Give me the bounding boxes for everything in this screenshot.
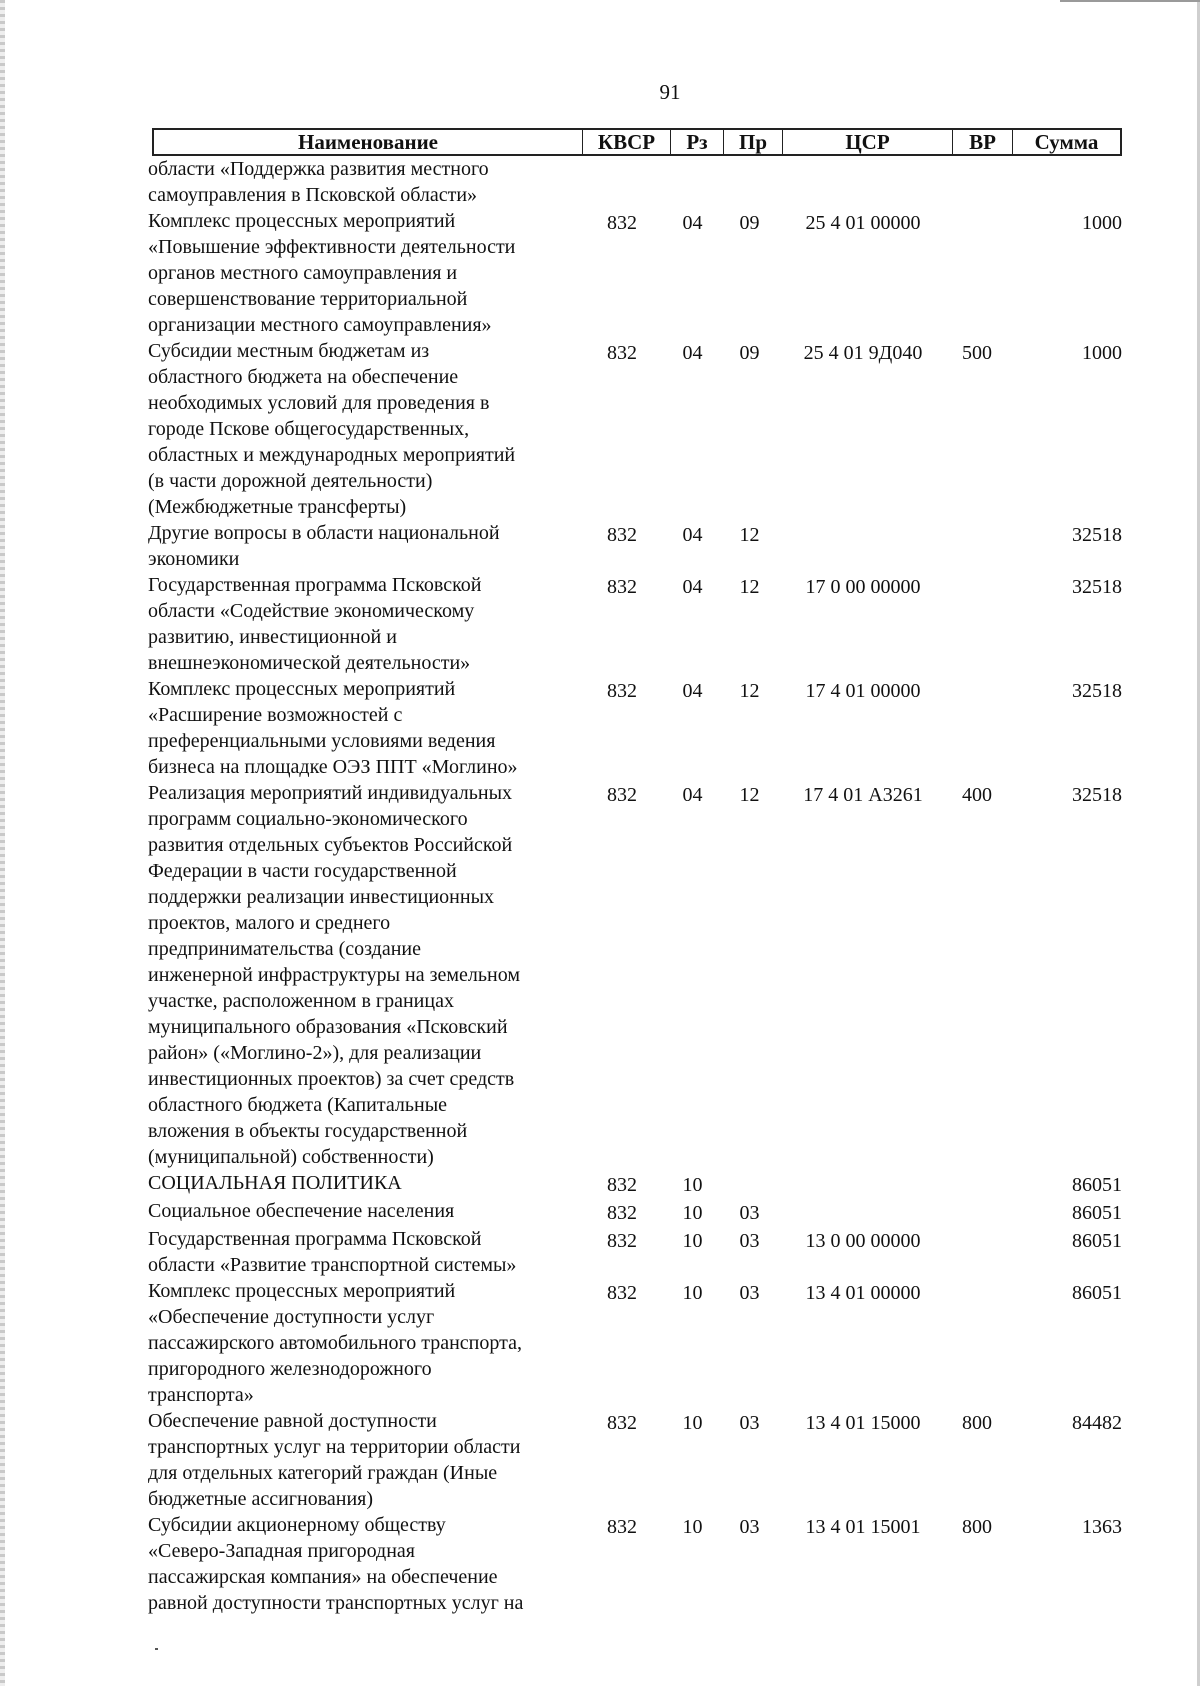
row-name-line: Государственная программа Псковской [148, 574, 482, 596]
row-sum: 32518 [1072, 784, 1122, 806]
table-row [148, 1278, 1122, 1408]
row-vr: 800 [962, 1516, 992, 1538]
row-kvsr: 832 [607, 1412, 637, 1434]
row-name-line: СОЦИАЛЬНАЯ ПОЛИТИКА [148, 1172, 402, 1194]
row-name-line: пригородного железнодорожного [148, 1358, 432, 1380]
row-rz: 04 [682, 342, 703, 364]
table-body [148, 156, 1122, 1616]
row-sum: 32518 [1072, 524, 1122, 546]
row-pr: 03 [739, 1202, 760, 1224]
row-name-line: бизнеса на площадке ОЭЗ ППТ «Моглино» [148, 756, 518, 778]
row-name-line: развитию, инвестиционной и [148, 626, 397, 648]
row-vr [948, 208, 1006, 210]
row-name-line: организации местного самоуправления» [148, 314, 492, 336]
row-name-line: «Расширение возможностей с [148, 704, 403, 726]
row-name-line: пассажирского автомобильного транспорта, [148, 1332, 522, 1354]
row-name-line: (муниципальной) собственности) [148, 1146, 434, 1168]
row-name-line: пассажирская компания» на обеспечение [148, 1566, 498, 1588]
row-name-line: городе Пскове общегосударственных, [148, 418, 470, 440]
row-vr: 400 [962, 784, 992, 806]
row-sum: 84482 [1072, 1412, 1122, 1434]
header-vr: ВР [952, 130, 1012, 154]
row-pr: 12 [739, 576, 760, 598]
row-vr [948, 1226, 1006, 1228]
row-name-line: Реализация мероприятий индивидуальных [148, 782, 513, 804]
row-csr: 13 4 01 00000 [805, 1282, 921, 1304]
row-name [148, 520, 576, 572]
row-name-line: программ социально-экономического [148, 808, 468, 830]
row-name [148, 1170, 576, 1196]
row-csr: 17 4 01 00000 [805, 680, 921, 702]
page-number: 91 [659, 80, 681, 104]
row-name-line: транспортных услуг на территории области [148, 1436, 521, 1458]
row-name-line: развития отдельных субъектов Российской [148, 834, 513, 856]
row-name-line: поддержки реализации инвестиционных [148, 886, 495, 908]
row-pr: 12 [739, 784, 760, 806]
row-kvsr: 832 [607, 342, 637, 364]
row-pr: 12 [739, 524, 760, 546]
row-csr [778, 1170, 948, 1172]
row-vr [948, 1170, 1006, 1172]
row-rz: 10 [682, 1230, 703, 1252]
row-name-line: Комплекс процессных мероприятий [148, 210, 456, 232]
row-name-line: Социальное обеспечение населения [148, 1200, 455, 1222]
row-name-line: преференциальными условиями ведения [148, 730, 496, 752]
row-sum [1006, 156, 1122, 158]
table-row [148, 1170, 1122, 1198]
row-rz: 10 [682, 1282, 703, 1304]
row-rz: 04 [682, 212, 703, 234]
row-csr [778, 520, 948, 522]
row-pr: 03 [739, 1516, 760, 1538]
row-name-line: Субсидии местным бюджетам из [148, 340, 430, 362]
scan-edge-left [0, 0, 5, 1686]
row-vr [948, 1198, 1006, 1200]
row-csr [778, 1198, 948, 1200]
row-name-line: участке, расположенном в границах [148, 990, 454, 1012]
row-vr [948, 520, 1006, 522]
table-row [148, 338, 1122, 520]
row-rz [664, 156, 721, 158]
row-sum: 1000 [1082, 342, 1122, 364]
row-name-line: областного бюджета на обеспечение [148, 366, 459, 388]
row-name [148, 780, 576, 1170]
row-name-line: самоуправления в Псковской области» [148, 184, 478, 206]
row-name-line: инвестиционных проектов) за счет средств [148, 1068, 515, 1090]
row-csr: 25 4 01 9Д040 [803, 342, 923, 364]
row-name-line: предпринимательства (создание [148, 938, 421, 960]
row-rz: 10 [682, 1174, 703, 1196]
header-kvsr: КВСР [582, 130, 670, 154]
row-name-line: равной доступности транспортных услуг на [148, 1592, 524, 1614]
row-name [148, 208, 576, 338]
row-rz: 04 [682, 784, 703, 806]
row-csr: 17 0 00 00000 [805, 576, 921, 598]
header-name: Наименование [298, 129, 438, 154]
table-row [148, 780, 1122, 1170]
row-csr: 13 0 00 00000 [805, 1230, 921, 1252]
row-name-line: транспорта» [148, 1384, 254, 1406]
row-name-line: органов местного самоуправления и [148, 262, 458, 284]
row-csr: 13 4 01 15001 [805, 1516, 921, 1538]
row-name [148, 1408, 576, 1512]
row-kvsr: 832 [607, 680, 637, 702]
row-kvsr: 832 [607, 784, 637, 806]
row-rz: 04 [682, 576, 703, 598]
row-sum: 1000 [1082, 212, 1122, 234]
row-sum: 86051 [1072, 1282, 1122, 1304]
table-row [148, 572, 1122, 676]
row-rz: 04 [682, 524, 703, 546]
row-pr: 09 [739, 342, 760, 364]
row-kvsr: 832 [607, 1174, 637, 1196]
row-name [148, 676, 576, 780]
row-name-line: Федерации в части государственной [148, 860, 457, 882]
row-name-line: внешнеэкономической деятельности» [148, 652, 471, 674]
table-header [152, 128, 1122, 156]
row-name [148, 338, 576, 520]
table-row [148, 1512, 1122, 1616]
row-vr: 500 [962, 342, 992, 364]
row-vr [948, 1278, 1006, 1280]
row-name [148, 1226, 576, 1278]
row-name-line: Обеспечение равной доступности [148, 1410, 437, 1432]
row-name-line: «Обеспечение доступности услуг [148, 1306, 435, 1328]
row-name [148, 572, 576, 676]
scan-top-line [1060, 0, 1200, 2]
row-rz: 10 [682, 1202, 703, 1224]
row-sum: 32518 [1072, 680, 1122, 702]
row-rz: 04 [682, 680, 703, 702]
row-name-line: необходимых условий для проведения в [148, 392, 490, 414]
table-row [148, 1408, 1122, 1512]
row-name-line: Комплекс процессных мероприятий [148, 1280, 456, 1302]
row-pr: 03 [739, 1282, 760, 1304]
row-pr: 03 [739, 1412, 760, 1434]
row-kvsr: 832 [607, 212, 637, 234]
row-name-line: области «Поддержка развития местного [148, 158, 489, 180]
row-name-line: Субсидии акционерному обществу [148, 1514, 446, 1536]
row-kvsr: 832 [607, 576, 637, 598]
row-name-line: области «Развитие транспортной системы» [148, 1254, 517, 1276]
row-vr [948, 572, 1006, 574]
row-name-line: район» («Моглино-2»), для реализации [148, 1042, 482, 1064]
row-sum: 86051 [1072, 1174, 1122, 1196]
row-rz: 10 [682, 1516, 703, 1538]
row-name-line: (Межбюджетные трансферты) [148, 496, 407, 518]
row-csr [778, 156, 948, 158]
row-vr [948, 156, 1006, 158]
row-kvsr [576, 156, 664, 158]
table-row [148, 676, 1122, 780]
row-sum: 32518 [1072, 576, 1122, 598]
row-pr: 12 [739, 680, 760, 702]
row-name-line: вложения в объекты государственной [148, 1120, 468, 1142]
row-csr: 17 4 01 А3261 [803, 784, 923, 806]
row-sum: 1363 [1082, 1516, 1122, 1538]
table-row [148, 1198, 1122, 1226]
row-kvsr: 832 [607, 1230, 637, 1252]
table-row [148, 1226, 1122, 1278]
row-name-line: проектов, малого и среднего [148, 912, 391, 934]
row-name-line: областного бюджета (Капитальные [148, 1094, 448, 1116]
row-pr: 03 [739, 1230, 760, 1252]
header-pr: Пр [723, 130, 782, 154]
header-rz: Рз [670, 130, 723, 154]
row-name-line: экономики [148, 548, 240, 570]
row-name-line: бюджетные ассигнования) [148, 1488, 374, 1510]
row-name [148, 156, 576, 208]
row-vr: 800 [962, 1412, 992, 1434]
row-sum: 86051 [1072, 1202, 1122, 1224]
row-pr [721, 156, 778, 158]
row-name-line: областных и международных мероприятий [148, 444, 516, 466]
row-name [148, 1512, 576, 1616]
row-name-line: инженерной инфраструктуры на земельном [148, 964, 521, 986]
row-kvsr: 832 [607, 1282, 637, 1304]
row-csr: 13 4 01 15000 [805, 1412, 921, 1434]
row-name-line: Другие вопросы в области национальной [148, 522, 500, 544]
row-name-line: области «Содействие экономическому [148, 600, 475, 622]
row-csr: 25 4 01 00000 [805, 212, 921, 234]
row-vr [948, 676, 1006, 678]
row-name [148, 1198, 576, 1224]
row-name [148, 1278, 576, 1408]
row-name-line: совершенствование территориальной [148, 288, 468, 310]
row-name-line: Государственная программа Псковской [148, 1228, 482, 1250]
table-row [148, 208, 1122, 338]
row-sum: 86051 [1072, 1230, 1122, 1252]
row-name-line: Комплекс процессных мероприятий [148, 678, 456, 700]
row-name-line: «Северо-Западная пригородная [148, 1540, 415, 1562]
row-kvsr: 832 [607, 1516, 637, 1538]
header-csr: ЦСР [782, 130, 952, 154]
table-row [148, 156, 1122, 208]
header-sum: Сумма [1012, 130, 1120, 154]
row-kvsr: 832 [607, 1202, 637, 1224]
row-name-line: (в части дорожной деятельности) [148, 470, 433, 492]
row-rz: 10 [682, 1412, 703, 1434]
row-name-line: муниципального образования «Псковский [148, 1016, 508, 1038]
row-pr: 09 [739, 212, 760, 234]
scan-speck [155, 1648, 158, 1650]
row-kvsr: 832 [607, 524, 637, 546]
row-name-line: «Повышение эффективности деятельности [148, 236, 516, 258]
row-pr [721, 1170, 778, 1172]
table-row [148, 520, 1122, 572]
row-name-line: для отдельных категорий граждан (Иные [148, 1462, 498, 1484]
